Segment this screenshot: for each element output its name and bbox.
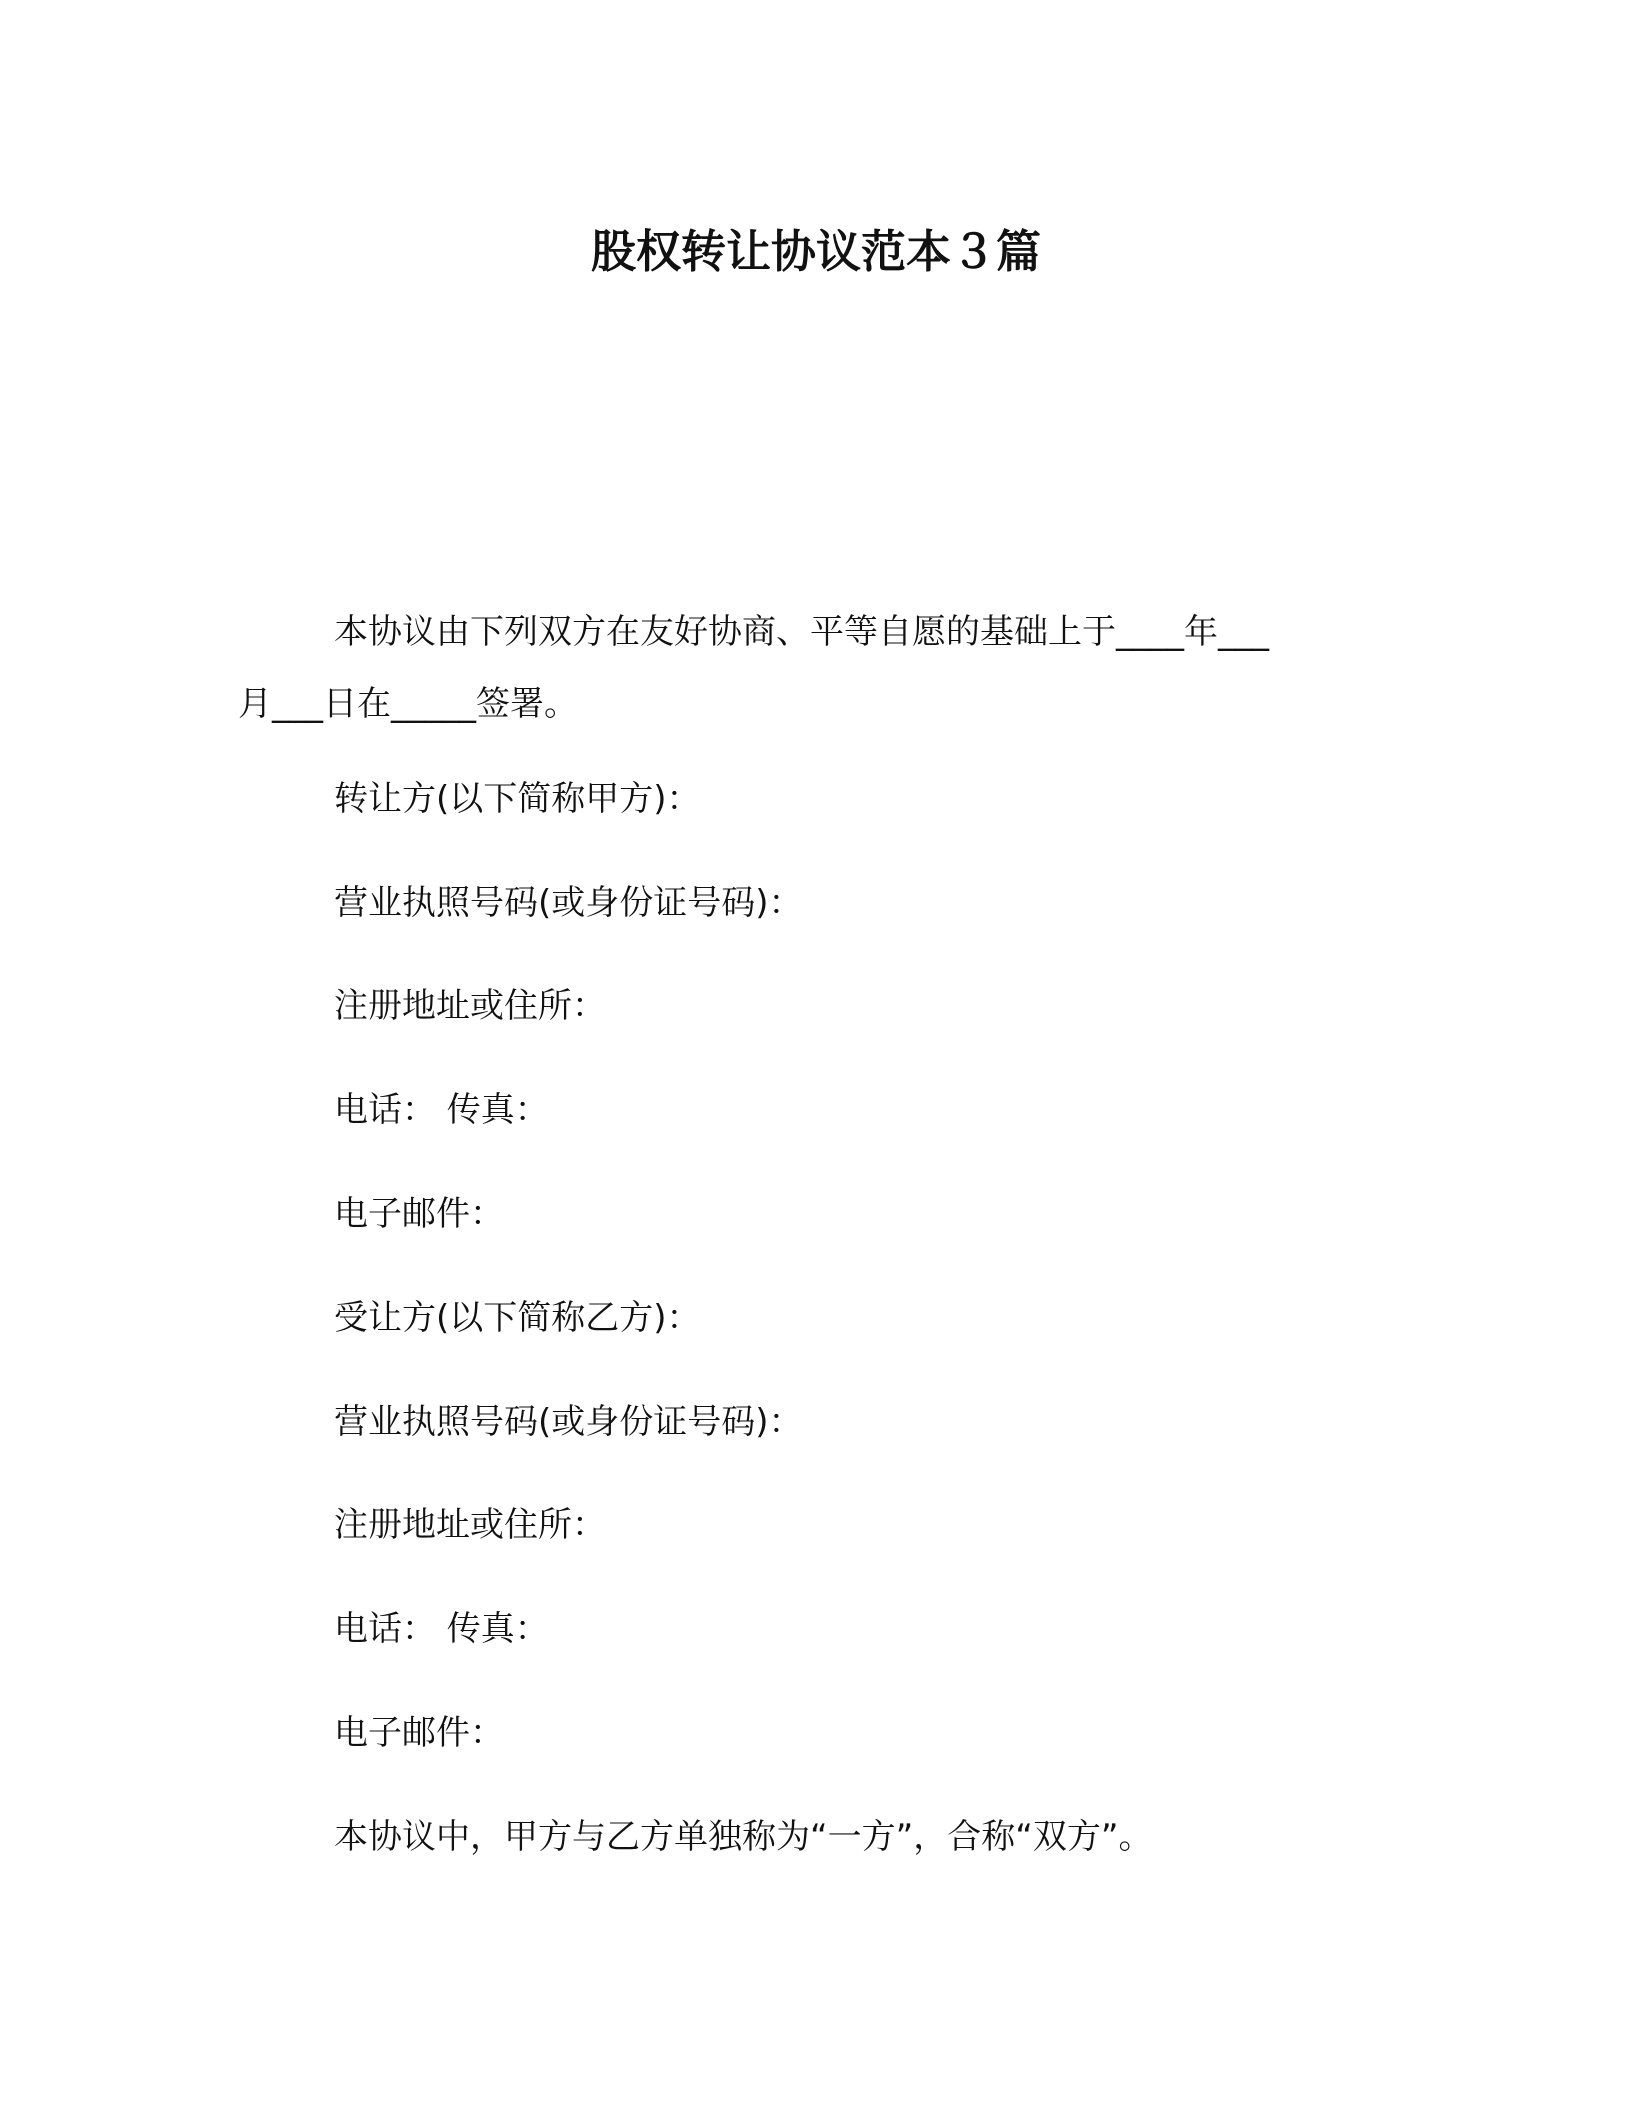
intro-line-1: 本协议由下列双方在友好协商、平等自愿的基础上于____年___	[334, 612, 1269, 652]
intro-line-2: 月___日在_____签署。	[238, 684, 578, 724]
transferor-email-label: 电子邮件：	[334, 1194, 504, 1234]
closing-statement: 本协议中，甲方与乙方单独称为“一方”，合称“双方”。	[334, 1817, 1153, 1857]
transferee-phone-fax-label: 电话： 传真：	[334, 1609, 549, 1649]
intro-paragraph	[238, 596, 1378, 740]
document-title: 股权转让协议范本３篇	[590, 225, 1041, 278]
transferor-phone-fax-label: 电话： 传真：	[334, 1090, 549, 1130]
transferee-heading: 受让方(以下简称乙方)：	[334, 1298, 701, 1338]
transferee-address-label: 注册地址或住所：	[334, 1505, 606, 1545]
transferor-heading: 转让方(以下简称甲方)：	[334, 779, 701, 819]
transferee-email-label: 电子邮件：	[334, 1713, 504, 1753]
transferee-license-label: 营业执照号码(或身份证号码)：	[334, 1402, 803, 1442]
transferor-address-label: 注册地址或住所：	[334, 986, 606, 1026]
transferor-license-label: 营业执照号码(或身份证号码)：	[334, 883, 803, 923]
